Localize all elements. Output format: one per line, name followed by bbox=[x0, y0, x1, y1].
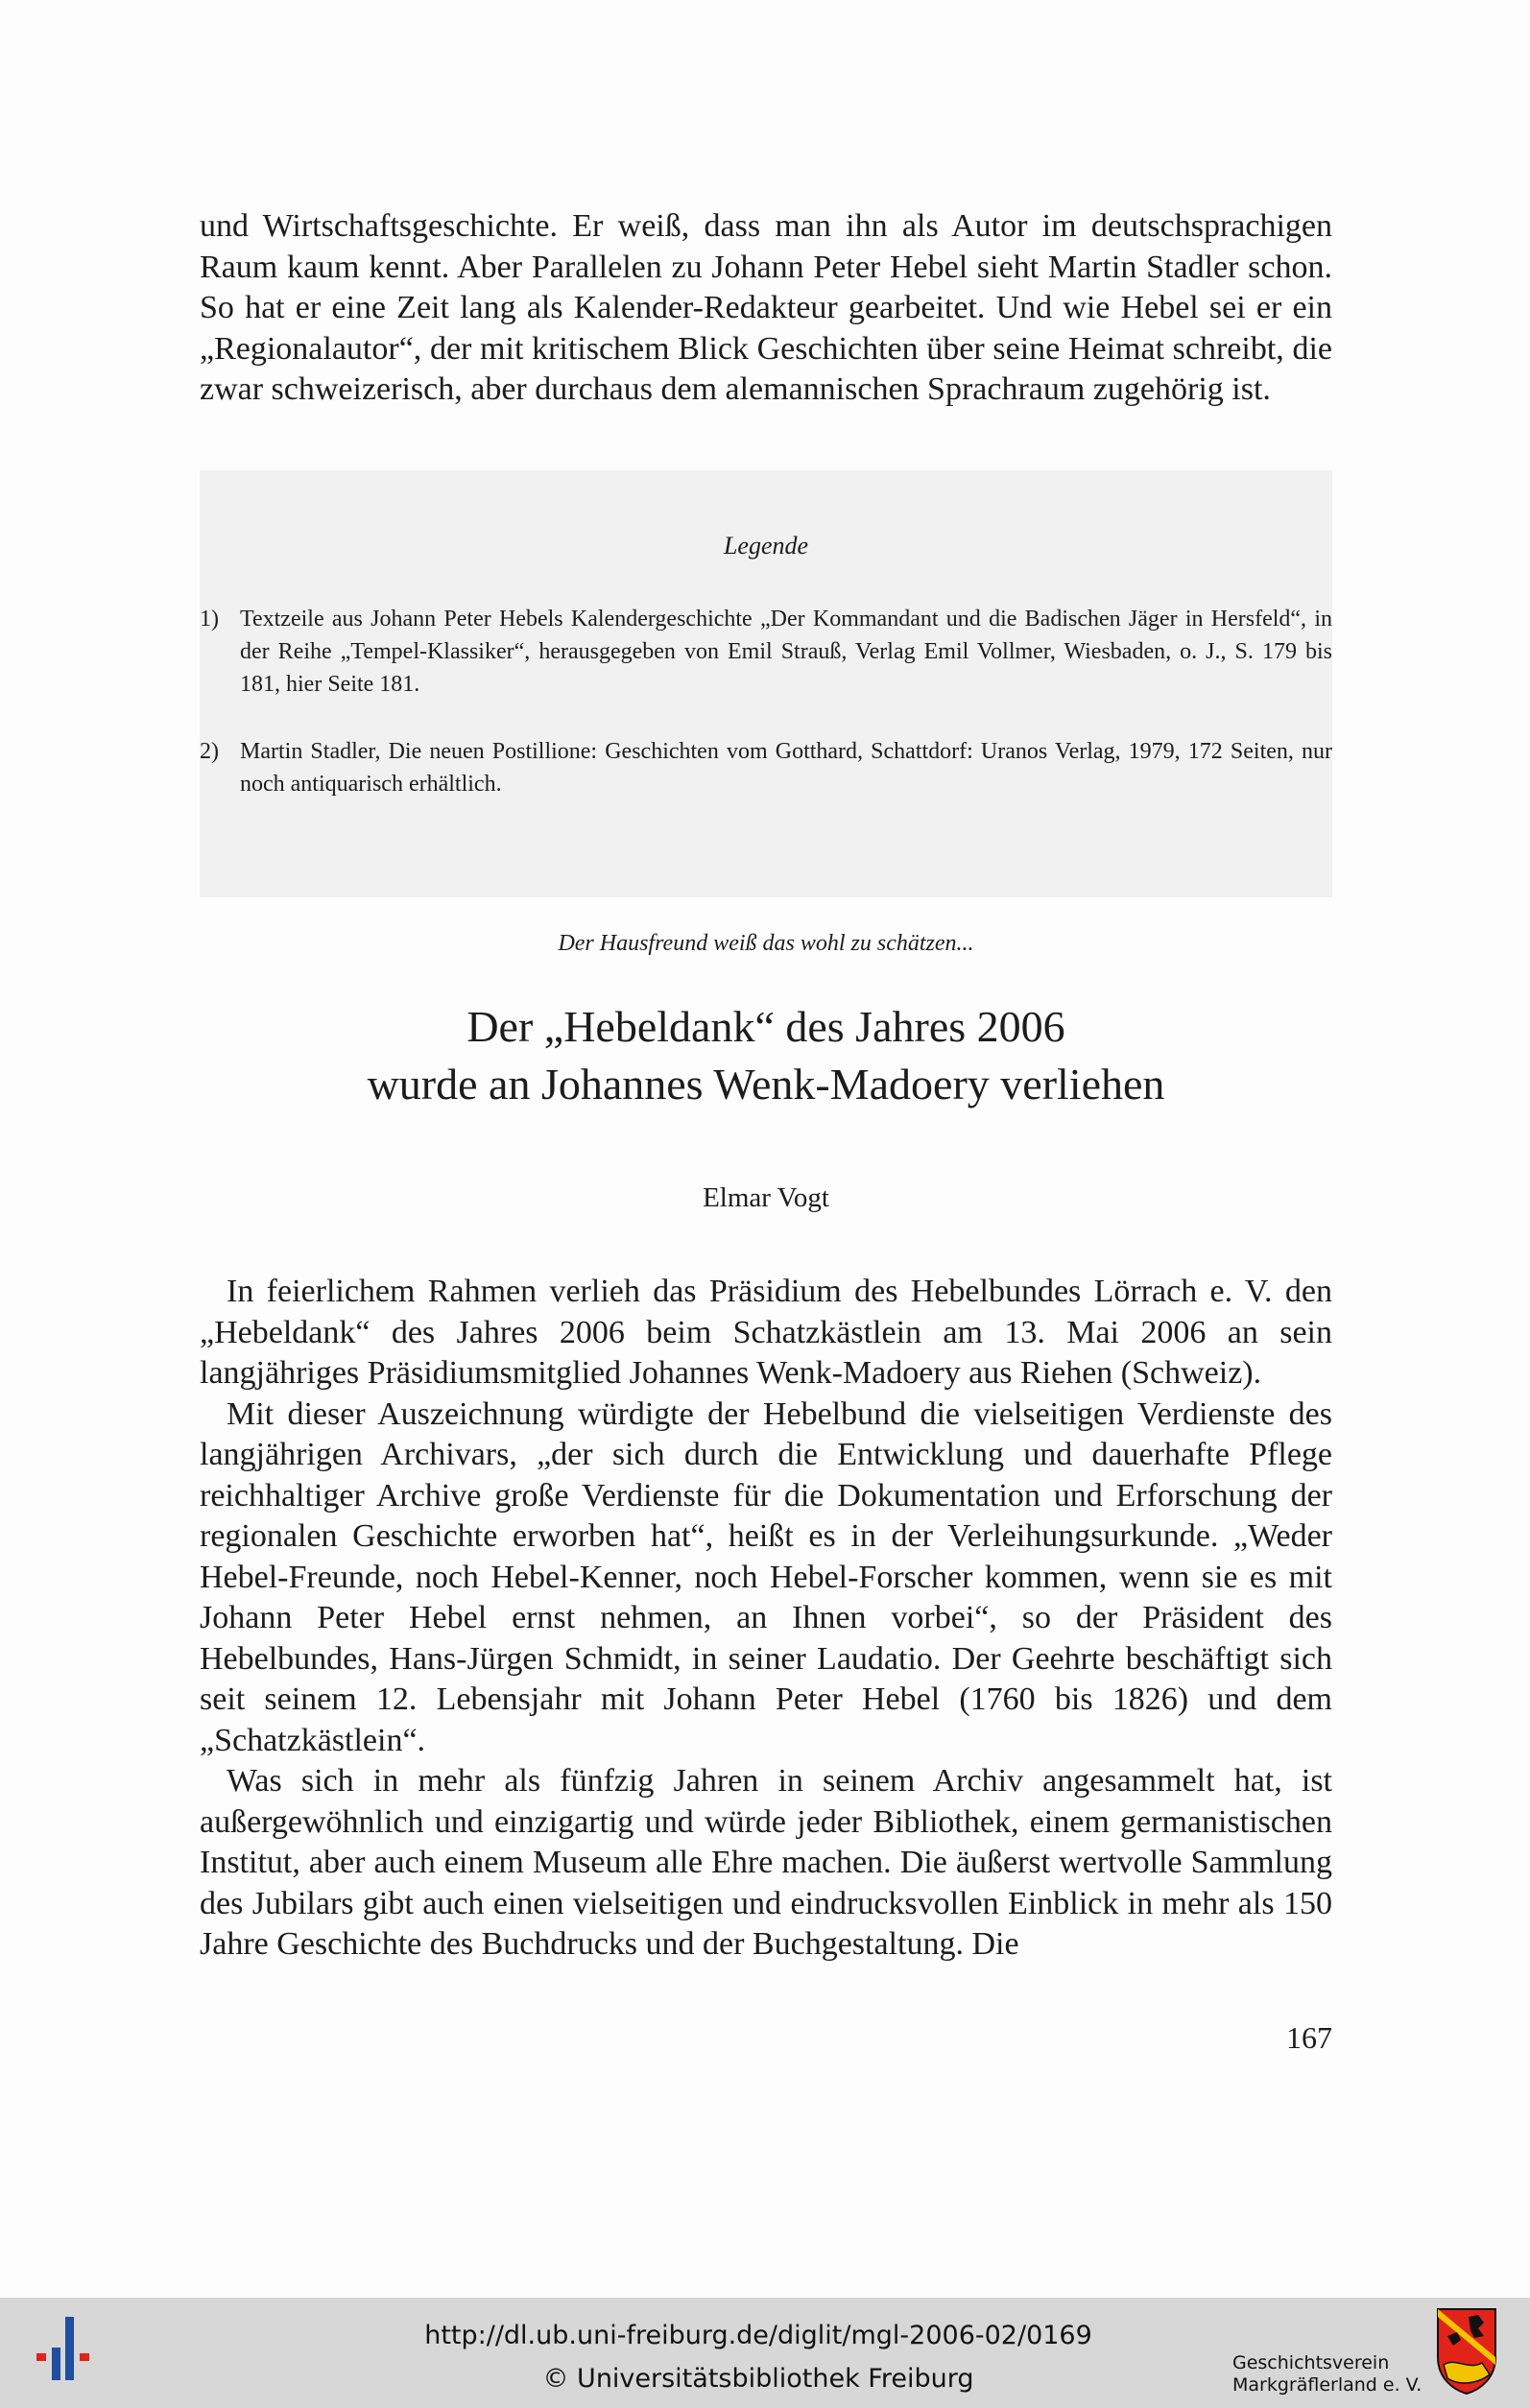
society-line-1: Geschichtsverein bbox=[1232, 2352, 1390, 2373]
body-top bbox=[200, 206, 1332, 411]
title-line-2: wurde an Johannes Wenk-Madoery verliehen bbox=[367, 1060, 1165, 1109]
footer-copyright: © Universitätsbibliothek Freiburg bbox=[542, 2364, 974, 2394]
footnote-text: Textzeile aus Johann Peter Hebels Kalendergeschichte „Der Kommandant und die Badischen Jäger in Hersfeld“, in der Reihe „Tempel-Klassiker“, herausgegeben von Emil Strauß, Verlag Emil Vollmer, Wiesbaden, o. J., S. 179 bis 181, hier Seite 181. bbox=[240, 607, 1332, 697]
ub-freiburg-logo-icon[interactable] bbox=[29, 2315, 96, 2384]
footnote-number: 1) bbox=[200, 607, 219, 632]
page-number: 167 bbox=[1286, 2020, 1332, 2055]
article-paragraph: Was sich in mehr als fünfzig Jahren in seinem Archiv angesammelt hat, ist außergewöhnlich und einzigartig und würde jeder Bibliothek, einem germanistischen Institut, aber auch einem Museum alle Ehre machen. Die äußerst wertvolle Sammlung des Jubilars gibt auch einen vielseitigen und eindrucksvollen Einblick in mehr als 150 Jahre Geschichte des Buchdrucks und der Buchgestaltung. Die bbox=[200, 1763, 1332, 1962]
coat-of-arms-icon[interactable] bbox=[1436, 2307, 1497, 2396]
article-kicker: Der Hausfreund weiß das wohl zu schätzen... bbox=[558, 931, 974, 956]
article-body bbox=[200, 1272, 1332, 1966]
footnote-2 bbox=[200, 735, 1332, 800]
footnote-1 bbox=[200, 603, 1332, 701]
footnote-number: 2) bbox=[200, 739, 219, 764]
article-paragraph: In feierlichem Rahmen verlieh das Präsidium des Hebelbundes Lörrach e. V. den „Hebeldank“ des Jahres 2006 beim Schatzkästlein am 13. Mai 2006 an sein langjähriges Präsidiumsmitglied Johannes Wenk-Madoery aus Riehen (Schweiz). bbox=[200, 1274, 1332, 1391]
article-paragraph: Mit dieser Auszeichnung würdigte der Hebelbund die vielseitigen Verdienste des langjährigen Archivars, „der sich durch die Entwicklung und dauerhafte Pflege reichhaltiger Archive große Verdienste für die Dokumentation und Erforschung der regionalen Geschichte erworben hat“, heißt es in der Verleihungsurkunde. „Weder Hebel-Freunde, noch Hebel-Kenner, noch Hebel-Forscher kommen, wenn sie es mit Johann Peter Hebel ernst nehmen, an Ihnen vorbei“, so der Präsident des Hebelbundes, Hans-Jürgen Schmidt, in seiner Laudatio. Der Geehrte beschäftigt sich seit seinem 12. Lebensjahr mit Johann Peter Hebel (1760 bis 1826) und dem „Schatzkästlein“. bbox=[200, 1395, 1332, 1758]
footer-url-link[interactable]: http://dl.ub.uni-freiburg.de/diglit/mgl-2006-02/0169 bbox=[424, 2321, 1092, 2350]
title-line-1: Der „Hebeldank“ des Jahres 2006 bbox=[466, 1002, 1065, 1051]
footnote-text: Martin Stadler, Die neuen Postillione: Geschichten vom Gotthard, Schattdorf: Uranos Verlag, 1979, 172 Seiten, nur noch antiquarisch erhältlich. bbox=[240, 739, 1332, 797]
society-name[interactable] bbox=[1232, 2352, 1422, 2396]
article-title bbox=[200, 998, 1332, 1113]
legend-title: Legende bbox=[723, 532, 809, 560]
article-author: Elmar Vogt bbox=[703, 1182, 829, 1213]
society-line-2: Markgräflerland e. V. bbox=[1232, 2374, 1422, 2396]
body-top-paragraph: und Wirtschaftsgeschichte. Er weiß, dass man ihn als Autor im deutschsprachigen Raum kaum kennt. Aber Parallelen zu Johann Peter Hebel sieht Martin Stadler schon. So hat er eine Zeit lang als Kalender-Redakteur gearbeitet. Und wie Hebel sei er ein „Regionalautor“, der mit kritischem Blick Geschichten über seine Heimat schreibt, die zwar schweizerisch, aber durchaus dem alemannischen Sprachraum zugehörig ist. bbox=[200, 208, 1332, 407]
